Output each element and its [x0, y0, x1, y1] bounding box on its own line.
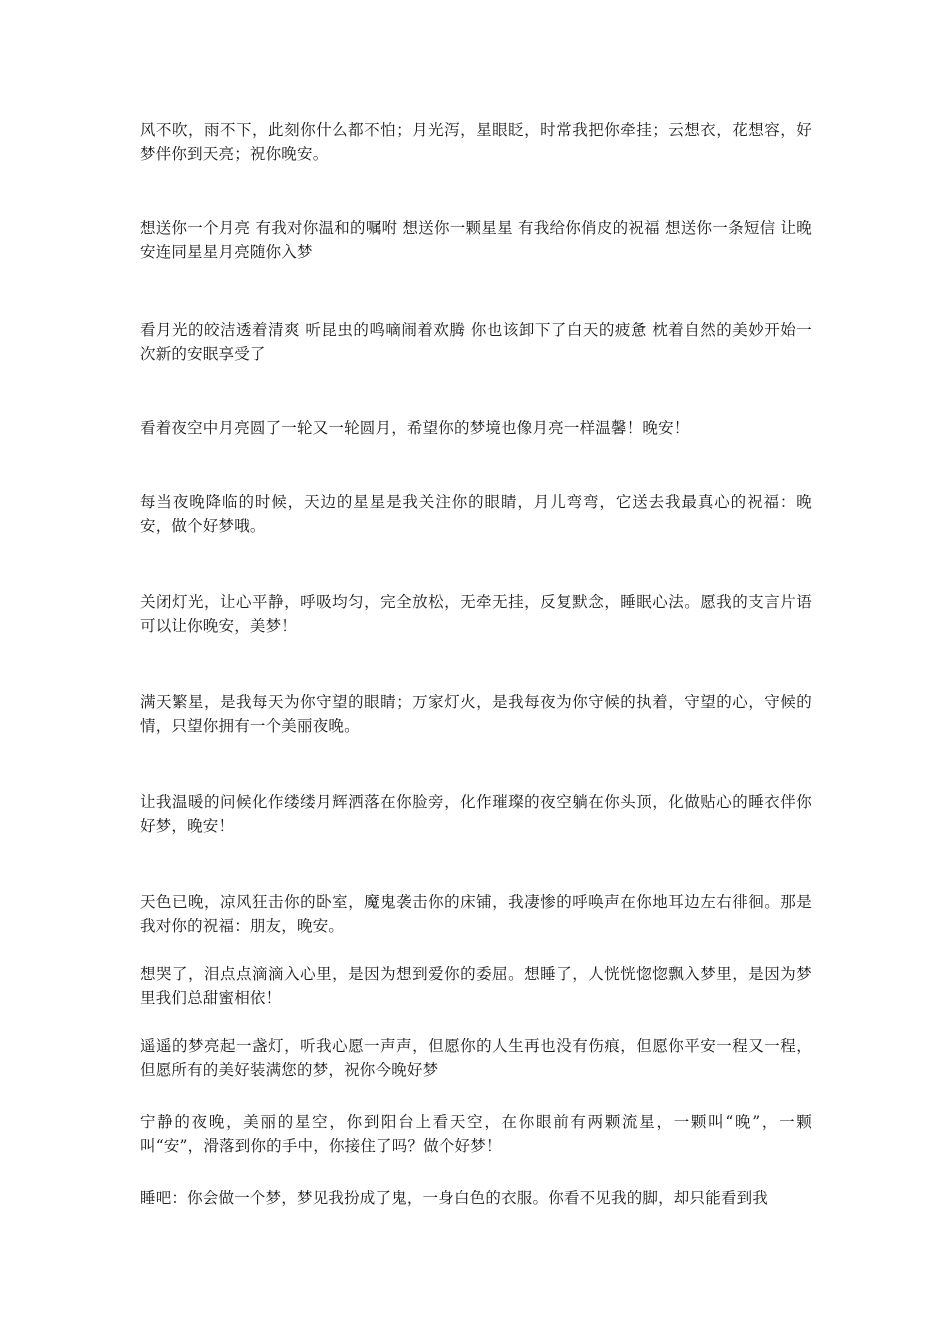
paragraph: 满天繁星，是我每天为你守望的眼睛；万家灯火，是我每夜为你守候的执着，守望的心，守候的情，只望你拥有一个美丽夜晚。: [140, 693, 812, 735]
paragraph: 看着夜空中月亮圆了一轮又一轮圆月，希望你的梦境也像月亮一样温馨！晚安！: [140, 419, 690, 437]
paragraph: 想送你一个月亮 有我对你温和的嘱咐 想送你一颗星星 有我给你俏皮的祝福 想送你一条短信 让晚安连同星星月亮随你入梦: [140, 219, 812, 261]
paragraph: 想哭了，泪点点滴滴入心里，是因为想到爱你的委屈。想睡了，人恍恍惚惚飘入梦里，是因为梦里我们总甜蜜相依！: [140, 965, 812, 1007]
paragraph: 看月光的皎洁透着清爽 听昆虫的鸣嘀闹着欢腾 你也该卸下了白天的疲惫 枕着自然的美妙开始一次新的安眠享受了: [140, 321, 812, 363]
paragraph: 每当夜晚降临的时候，天边的星星是我关注你的眼睛，月儿弯弯，它送去我最真心的祝福：晚安，做个好梦哦。: [140, 493, 812, 535]
paragraph: 关闭灯光，让心平静，呼吸均匀，完全放松，无牵无挂，反复默念，睡眠心法。愿我的支言片语可以让你晚安，美梦！: [140, 593, 812, 635]
paragraph: 睡吧：你会做一个梦，梦见我扮成了鬼，一身白色的衣服。你看不见我的脚，却只能看到我: [140, 1189, 769, 1207]
paragraph: 风不吹，雨不下，此刻你什么都不怕；月光泻，星眼眨，时常我把你牵挂；云想衣，花想容，好梦伴你到天亮；祝你晚安。: [140, 121, 812, 163]
paragraph: 宁静的夜晚，美丽的星空，你到阳台上看天空，在你眼前有两颗流星，一颗叫“晚”，一颗叫“安”，滑落到你的手中，你接住了吗？做个好梦！: [140, 1113, 812, 1155]
paragraph: 遥遥的梦亮起一盏灯，听我心愿一声声，但愿你的人生再也没有伤痕，但愿你平安一程又一程，但愿所有的美好装满您的梦，祝你今晚好梦: [140, 1037, 812, 1079]
paragraph: 让我温暖的问候化作缕缕月辉洒落在你脸旁，化作璀璨的夜空躺在你头顶，化做贴心的睡衣伴你好梦，晚安！: [140, 793, 812, 835]
paragraph: 天色已晚，凉风狂击你的卧室，魔鬼袭击你的床铺，我凄惨的呼唤声在你地耳边左右徘徊。那是我对你的祝福：朋友，晚安。: [140, 893, 812, 935]
